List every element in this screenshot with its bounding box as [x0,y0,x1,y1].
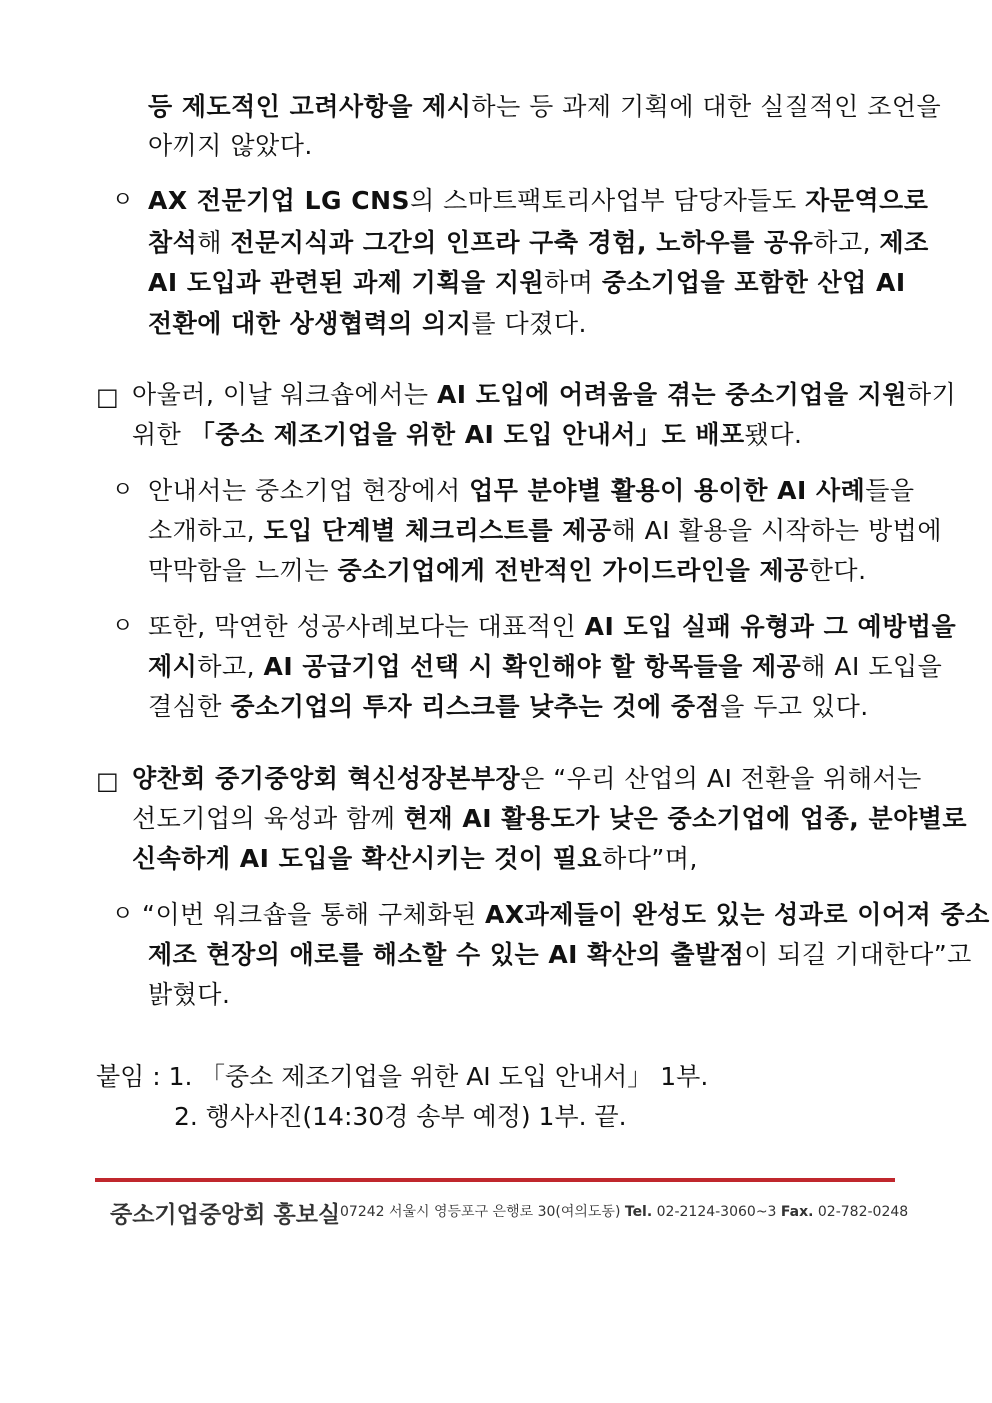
footer-tel: 02-2124-3060~3 [652,1204,781,1220]
emphasis-text: 중소기업에게 전반적인 가이드라인을 제공 [337,556,809,585]
body-text: 하는 등 과제 기획에 대한 실질적인 조언을 [471,92,942,121]
para4-line3 [148,552,898,590]
body-text: 소개하고, [148,516,264,545]
body-text: 밝혔다. [148,980,231,1009]
attachment-item-2: 2. 행사사진(14:30경 송부 예정) 1부. 끝. [174,1102,627,1131]
para3-line2 [132,416,898,454]
footer-fax-label: Fax. [780,1204,814,1220]
body-text: 결심한 [148,692,231,721]
para5-line2 [148,648,943,686]
footer-organization: 중소기업중앙회 홍보실 [110,1202,341,1228]
body-text: 하다”며, [602,844,698,873]
body-text: 또한, 막연한 성공사례보다는 대표적인 [148,612,585,641]
para2-line4 [148,305,898,343]
para4-line1 [148,472,915,510]
body-text: 위한 [132,420,190,449]
emphasis-text: AI 도입에 어려움을 겪는 중소기업을 지원 [436,380,908,409]
body-text: 선도기업의 육성과 함께 [132,804,404,833]
footer-tel-label: Tel. [624,1204,653,1220]
emphasis-text: AI 도입과 관련된 과제 기획을 지원 [148,268,545,297]
para6-line2 [132,800,968,838]
emphasis-text: 중소기업을 포함한 산업 AI [601,268,906,297]
body-text: 하고, [813,228,880,257]
body-text: 들을 [865,476,915,505]
emphasis-text: 도입 단계별 체크리스트를 제공 [263,516,612,545]
para7-line1 [142,896,990,934]
emphasis-text: 업무 분야별 활용이 용이한 AI 사례 [469,476,866,505]
para6-line3 [132,840,898,878]
body-text: 하고, [197,652,264,681]
para4-line2 [148,512,942,550]
body-text: “이번 워크숍을 통해 구체화된 [142,900,486,929]
body-text: 은 “우리 산업의 AI 전환을 위해서는 [520,764,922,793]
body-text: 해 AI 활용을 시작하는 방법에 [611,516,942,545]
footer-divider [95,1178,895,1182]
emphasis-text: 전문지식과 그간의 인프라 구축 경험, 노하우를 공유 [230,228,814,257]
emphasis-text: 자문역으로 [805,186,929,215]
emphasis-text: 전환에 대한 상생협력의 의지 [148,309,472,338]
para1-line2 [148,127,898,165]
bullet-circle: ㅇ [112,478,134,503]
emphasis-text: 제시 [148,652,198,681]
footer-contact [340,1201,908,1221]
bullet-circle: ㅇ [112,902,134,927]
footer-fax: 02-782-0248 [813,1204,909,1220]
footer-address: 07242 서울시 영등포구 은행로 30(여의도동) [340,1204,625,1220]
body-text: 하기 [907,380,957,409]
para5-line3 [148,688,898,726]
para3-line1 [132,376,957,414]
emphasis-text: AX 전문기업 LG CNS [148,186,411,215]
emphasis-text: 제조 [879,228,929,257]
emphasis-text: 등 제도적인 고려사항을 제시 [148,92,472,121]
emphasis-text: 참석 [148,228,198,257]
emphasis-text: 중소기업의 투자 리스크를 낮추는 것에 중점 [230,692,721,721]
para7-line2 [148,936,972,974]
attachment-label: 붙임 : 1. [96,1062,193,1091]
bullet-square: □ [96,383,119,411]
body-text: 를 다졌다. [471,309,587,338]
para6-line1 [132,760,922,798]
body-text: 안내서는 중소기업 현장에서 [148,476,470,505]
para5-line1 [148,608,957,646]
body-text: 아울러, 이날 워크숍에서는 [132,380,437,409]
body-text: 해 AI 도입을 [801,652,943,681]
para7-line3 [148,976,898,1014]
emphasis-text: 「중소 제조기업을 위한 AI 도입 안내서」도 배포 [189,420,745,449]
body-text: 막막함을 느끼는 [148,556,338,585]
emphasis-text: 양찬회 중기중앙회 혁신성장본부장 [132,764,521,793]
bullet-square: □ [96,767,119,795]
emphasis-text: AI 공급기업 선택 시 확인해야 할 항목들을 제공 [263,652,802,681]
bullet-circle: ㅇ [112,614,134,639]
para2-line2 [148,224,929,262]
body-text: 의 스마트팩토리사업부 담당자들도 [410,186,806,215]
body-text: 됐다. [744,420,803,449]
para2-line3 [148,264,906,302]
emphasis-text: 신속하게 AI 도입을 확산시키는 것이 필요 [132,844,603,873]
emphasis-text: 제조 현장의 애로를 해소할 수 있는 AI 확산의 출발점 [148,940,745,969]
body-text: 아끼지 않았다. [148,131,313,160]
body-text: 이 되길 기대한다”고 [744,940,972,969]
body-text: 해 [197,228,231,257]
body-text: 한다. [808,556,867,585]
bullet-circle: ㅇ [112,188,134,213]
emphasis-text: 현재 AI 활용도가 낮은 중소기업에 업종, 분야별로 [403,804,968,833]
attachment-item-1: 「중소 제조기업을 위한 AI 도입 안내서」 1부. [200,1062,709,1091]
body-text: 을 두고 있다. [720,692,869,721]
para2-line1 [148,182,929,220]
emphasis-text: AX과제들이 완성도 있는 성과로 이어져 중소 [485,900,990,929]
emphasis-text: AI 도입 실패 유형과 그 예방법을 [584,612,957,641]
body-text: 하며 [544,268,602,297]
para1-line1 [148,88,942,126]
